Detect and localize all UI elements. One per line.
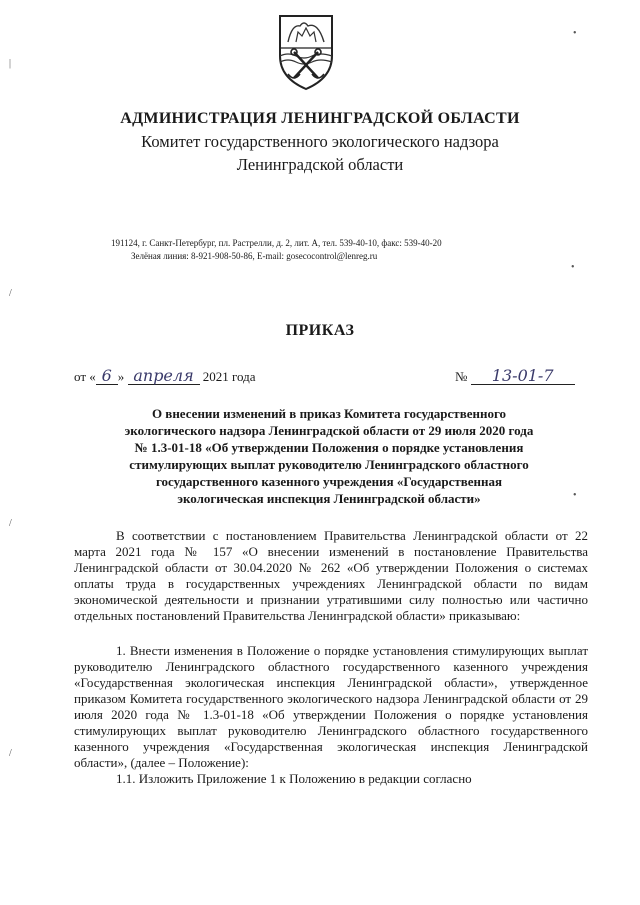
organization-subtitle: Комитет государственного экологического надзора bbox=[141, 132, 499, 151]
order-subject bbox=[70, 405, 588, 507]
order-number bbox=[455, 368, 575, 385]
scan-speck: | bbox=[9, 58, 12, 69]
hotline-line: Зелёная линия: 8-921-908-50-86, E-mail: gosecocontrol@lenreg.ru bbox=[131, 251, 378, 261]
scan-speck: • bbox=[571, 262, 575, 273]
subject-line: О внесении изменений в приказ Комитета государственного bbox=[151, 406, 507, 421]
coat-of-arms-icon bbox=[274, 12, 338, 92]
date-month: апреля bbox=[128, 368, 200, 385]
preamble-paragraph: В соответствии с постановлением Правительства Ленинградской области от 22 марта 2021 года № 157 «О внесении изменений в постановление Правительства Ленинградской области от 30.04.2020 № 262 «Об утверждении Положения о системах оплаты труда в государственных учреждениях Ленинградской области по видам экономической деятельности и признании утратившими силу полностью или частично отдельных постановлений Правительства Ленинградской области» приказываю: bbox=[74, 528, 588, 623]
subject-line: № 1.3-01-18 «Об утверждении Положения о порядке установления bbox=[134, 440, 524, 455]
date-prefix: от « bbox=[74, 369, 96, 384]
scan-speck: / bbox=[9, 288, 12, 299]
scan-speck: / bbox=[9, 748, 12, 759]
order-date bbox=[74, 368, 256, 385]
document-kind: ПРИКАЗ bbox=[285, 322, 355, 339]
number-value: 13-01-7 bbox=[471, 368, 575, 385]
subject-line: экологического надзора Ленинградской области от 29 июля 2020 года bbox=[124, 423, 534, 438]
item-1-paragraph: 1. Внести изменения в Положение о порядке установления стимулирующих выплат руководителю Ленинградского областного государственного казенного учреждения «Государственная экологическая инспекция Ленинградской области», утвержденное приказом Комитета государственного экологического надзора Ленинградской области от 29 июля 2020 года № 1.3-01-18 «Об утверждении Положения о порядке установления стимулирующих выплат руководителю Ленинградского областного государственного казенного учреждения «Государственная экологическая инспекция Ленинградской области», (далее – Положение): bbox=[74, 643, 588, 770]
contact-block bbox=[111, 237, 442, 263]
subject-line: государственного казенного учреждения «Государственная bbox=[155, 474, 503, 489]
item-1-1-paragraph: 1.1. Изложить Приложение 1 к Положению в редакции согласно bbox=[116, 771, 472, 786]
organization-region: Ленинградской области bbox=[236, 155, 404, 174]
subject-line: стимулирующих выплат руководителю Ленинградского областного bbox=[129, 457, 529, 472]
date-mid: » bbox=[117, 369, 125, 384]
organization-title: АДМИНИСТРАЦИЯ ЛЕНИНГРАДСКОЙ ОБЛАСТИ bbox=[120, 110, 520, 127]
order-body bbox=[74, 528, 588, 787]
date-year: 2021 года bbox=[202, 369, 256, 384]
scan-speck: • bbox=[573, 490, 577, 501]
scan-speck: • bbox=[573, 28, 577, 39]
address-line: 191124, г. Санкт-Петербург, пл. Растрелли, д. 2, лит. А, тел. 539-40-10, факс: 539-40-20 bbox=[111, 238, 442, 248]
number-label: № bbox=[455, 369, 468, 384]
scan-speck: / bbox=[9, 518, 12, 529]
subject-line: экологическая инспекция Ленинградской области» bbox=[177, 491, 481, 506]
date-day: 6 bbox=[96, 368, 118, 385]
